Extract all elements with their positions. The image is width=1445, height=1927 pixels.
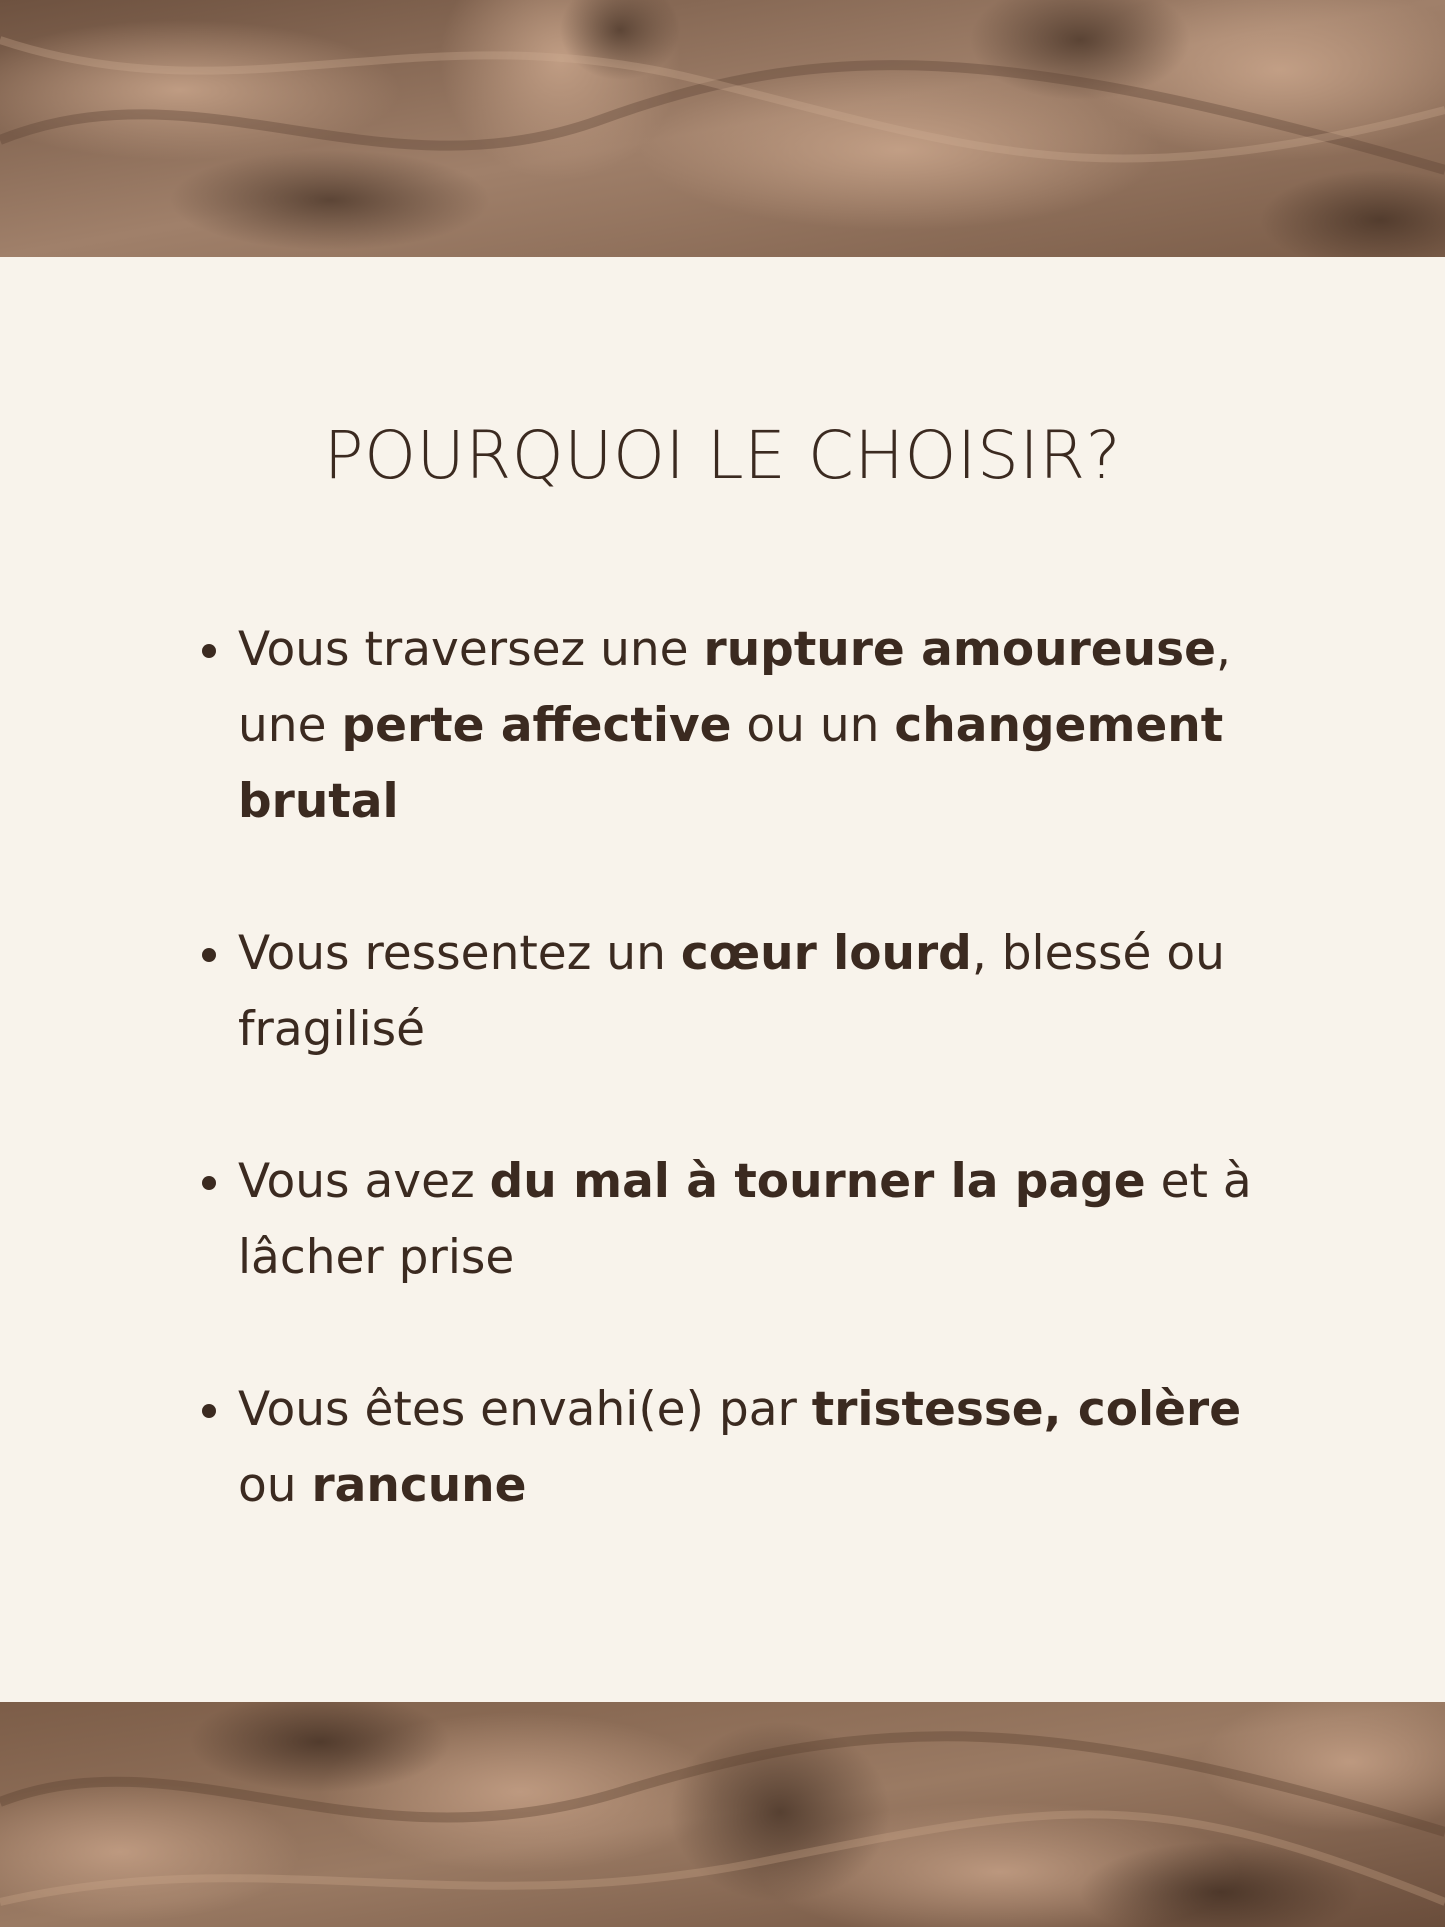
content-card <box>0 257 1445 1702</box>
bullet-dot-icon <box>202 948 216 962</box>
list-item-emphasis: rancune <box>311 1458 527 1513</box>
list-item <box>200 916 1260 1068</box>
list-item-text: Vous avez <box>238 1154 490 1209</box>
list-item <box>200 1372 1260 1524</box>
list-item <box>200 612 1260 840</box>
list-item-text: ou <box>238 1458 312 1513</box>
bullet-dot-icon <box>202 1404 216 1418</box>
list-item-emphasis: perte affective <box>341 698 732 753</box>
fabric-background-bottom <box>0 1702 1445 1927</box>
list-item-text: Vous êtes envahi(e) par <box>238 1382 812 1437</box>
list-item-text: , blessé ou fragilisé <box>238 926 1225 1057</box>
list-item-emphasis: changement brutal <box>238 698 1224 829</box>
list-item-text: ou un <box>731 698 895 753</box>
fabric-background-top <box>0 0 1445 257</box>
list-item-text: et à lâcher prise <box>238 1154 1252 1285</box>
list-item-emphasis: cœur lourd <box>680 926 972 981</box>
bullet-dot-icon <box>202 644 216 658</box>
fabric-texture-top <box>0 0 1445 257</box>
fabric-texture-bottom <box>0 1702 1445 1927</box>
list-item-emphasis: rupture amoureuse <box>703 622 1216 677</box>
list-item-emphasis: tristesse, colère <box>811 1382 1242 1437</box>
list-item-emphasis: du mal à tourner la page <box>489 1154 1146 1209</box>
list-item <box>200 1144 1260 1296</box>
list-item-text: Vous traversez une <box>238 622 704 677</box>
bullet-dot-icon <box>202 1176 216 1190</box>
list-item-text: , une <box>238 622 1231 753</box>
page-title: POURQUOI LE CHOISIR? <box>323 417 1122 494</box>
list-item-text: Vous ressentez un <box>238 926 681 981</box>
reasons-list <box>200 612 1260 1524</box>
